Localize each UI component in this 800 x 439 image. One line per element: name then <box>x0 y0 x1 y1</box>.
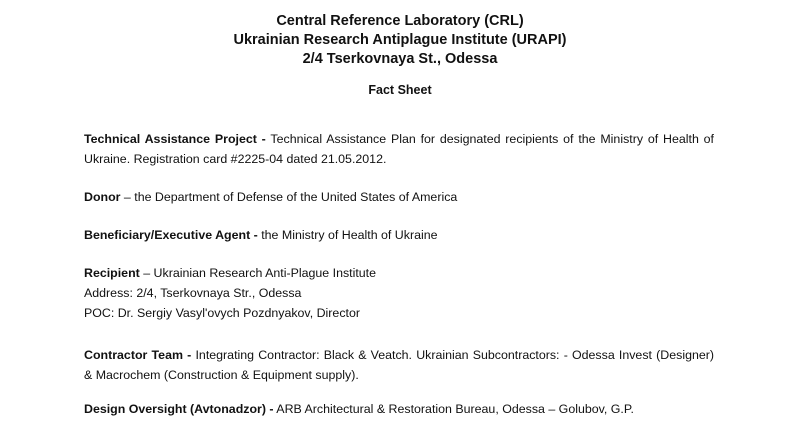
contractor-team-label: Contractor Team - <box>84 348 192 362</box>
design-oversight-label: Design Oversight (Avtonadzor) - <box>84 402 274 416</box>
recipient-label: Recipient <box>84 266 140 280</box>
contractor-team-section <box>84 345 714 385</box>
beneficiary-section <box>84 225 714 245</box>
beneficiary-text: the Ministry of Health of Ukraine <box>257 228 438 242</box>
recipient-text: – Ukrainian Research Anti-Plague Institute <box>139 266 377 280</box>
design-oversight-text: ARB Architectural & Restoration Bureau, Odessa – Golubov, G.P. <box>273 402 634 416</box>
donor-label: Donor <box>84 190 121 204</box>
technical-assistance-section <box>84 129 714 169</box>
donor-text: – the Department of Defense of the United States of America <box>120 190 458 204</box>
recipient-address: Address: 2/4, Tserkovnaya Str., Odessa <box>84 286 302 300</box>
beneficiary-label: Beneficiary/Executive Agent - <box>84 228 258 242</box>
institute-name: Ukrainian Research Antiplague Institute (URAPI) <box>233 32 567 48</box>
recipient-section <box>84 263 714 323</box>
document-header <box>0 12 800 69</box>
contractor-team-text: Integrating Contractor: Black & Veatch. Ukrainian Subcontractors: - Odessa Invest (Designer) & Macrochem (Construction & Equipment supply). <box>84 348 714 382</box>
design-oversight-section <box>84 399 714 419</box>
recipient-poc: POC: Dr. Sergiy Vasyl'ovych Pozdnyakov, Director <box>84 306 360 320</box>
institute-address: 2/4 Tserkovnaya St., Odessa <box>302 51 498 67</box>
donor-section <box>84 187 714 207</box>
lab-name: Central Reference Laboratory (CRL) <box>276 13 524 29</box>
fact-sheet-title: Fact Sheet <box>368 83 432 97</box>
technical-assistance-label: Technical Assistance Project - <box>84 132 266 146</box>
technical-assistance-text: Technical Assistance Plan for designated recipients of the Ministry of Health of Ukraine. Registration card #2225-04 dated 21.05.2012. <box>84 132 714 166</box>
